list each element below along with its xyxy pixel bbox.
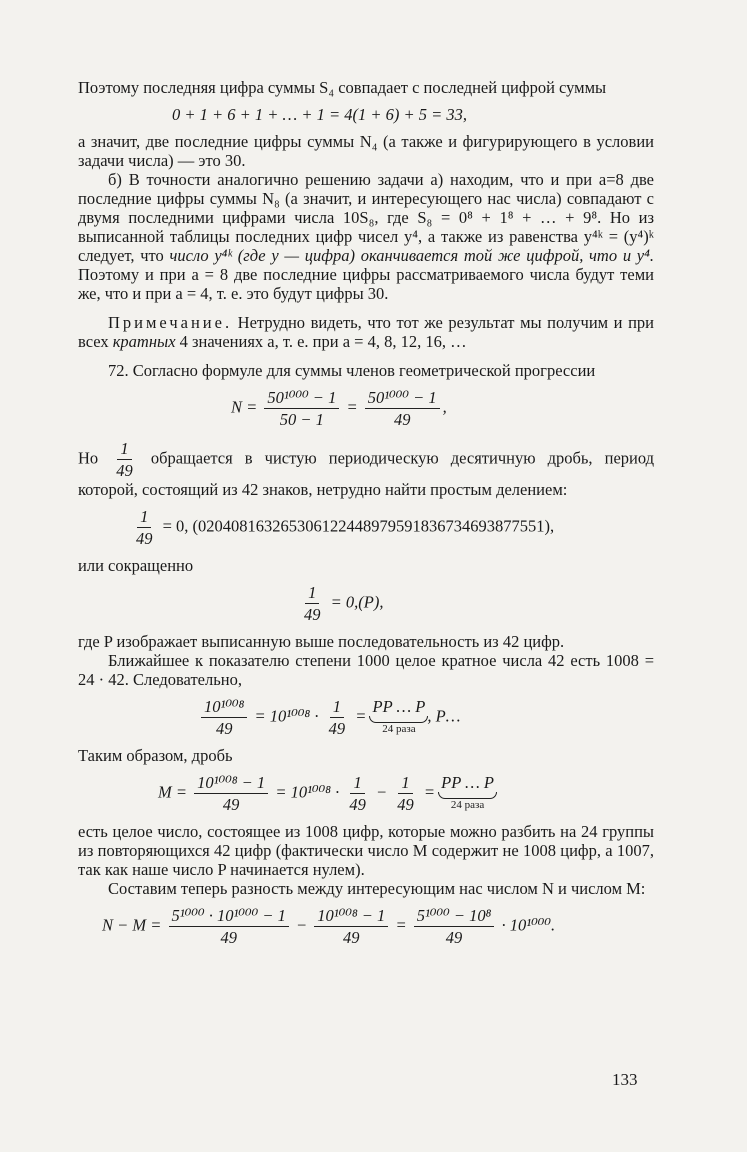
p6-num: 1: [117, 439, 131, 460]
paragraph-3-italic: число y⁴ᵏ (где y — цифра) оканчивается той же цифрой, что и y⁴.: [169, 246, 654, 265]
paragraph-2: а значит, две последние цифры суммы N₄ (а также и фигурирующего в условии задачи числа) — это 30.: [78, 132, 654, 170]
f6-frac-1: [194, 773, 268, 814]
f6-num2: 1: [350, 773, 364, 794]
f6-frac-2: [346, 773, 369, 814]
f7-num1: 5¹⁰⁰⁰ · 10¹⁰⁰⁰ − 1: [169, 906, 289, 927]
p6-lead: Но: [78, 448, 99, 468]
f7-den2: 49: [343, 928, 360, 947]
note-italic: кратных: [112, 332, 176, 351]
f6-mid: = 10¹⁰⁰⁸ ·: [275, 782, 340, 802]
f4-frac: [301, 583, 324, 624]
f7-num2: 10¹⁰⁰⁸ − 1: [314, 906, 388, 927]
note-paragraph: [78, 313, 654, 351]
f6-brace-curl: [438, 792, 497, 799]
f2-tail: ,: [442, 397, 447, 417]
f5-brace-curl: [369, 716, 428, 723]
paragraph-6: [78, 439, 654, 499]
f7-frac-2: [314, 906, 388, 947]
f5-tail: , P…: [427, 706, 461, 726]
f7-frac-1: [169, 906, 289, 947]
f4-den: 49: [304, 605, 321, 624]
formula-N-minus-M: [102, 906, 654, 947]
f6-frac-3: [394, 773, 417, 814]
f6-num1: 10¹⁰⁰⁸ − 1: [194, 773, 268, 794]
f2-den1: 50 − 1: [279, 410, 324, 429]
f3-frac: [133, 507, 156, 548]
f6-den2: 49: [349, 795, 366, 814]
f6-lhs: M =: [158, 782, 188, 802]
f2-eq: =: [346, 397, 358, 417]
f5-underbrace: [370, 697, 427, 735]
f3-den: 49: [136, 529, 153, 548]
p6-frac: [113, 439, 136, 480]
f2-num2: 50¹⁰⁰⁰ − 1: [365, 388, 440, 409]
paragraph-9: Ближайшее к показателю степени 1000 целое кратное числа 42 есть 1008 = 24 · 42. Следовательно,: [78, 651, 654, 689]
f5-brace-caption: 24 раза: [382, 723, 416, 735]
f6-minus: −: [375, 782, 388, 802]
f5-den1: 49: [215, 719, 233, 738]
paragraph-1: Поэтому последняя цифра суммы S₄ совпадает с последней цифрой суммы: [78, 78, 607, 97]
f6-underbrace: [439, 773, 496, 811]
paragraph-3-tail: Поэтому и при a = 8 две последние цифры рассматриваемого числа будут теми же, что и при a = 4, т. е. это будут цифры 30.: [78, 265, 654, 303]
paragraph-10: Таким образом, дробь: [78, 746, 233, 765]
page-number: 133: [612, 1070, 638, 1089]
formula-M: [158, 773, 654, 814]
f7-den1: 49: [220, 928, 237, 947]
f2-den2: 49: [393, 410, 411, 429]
f5-eq: =: [355, 706, 367, 726]
note-tail: 4 значениях a, т. е. при a = 4, 8, 12, 16, …: [175, 332, 467, 351]
paragraph-3-text: б) В точности аналогично решению задачи а) находим, что и при a=8 две последние цифры суммы N₈ (а значит, и интересующего нас числа) совпадают с двумя последними цифрами числа 10S₈, где S₈ = 0⁸ + 1⁸ + … + 9⁸. Но из выписанной таблицы последних цифр чисел y⁴, а также из равенства y⁴ᵏ = (y⁴)ᵏ следует, что: [78, 170, 654, 265]
f6-num3: 1: [398, 773, 412, 794]
f2-frac-1: [264, 388, 339, 429]
f7-den3: 49: [445, 928, 463, 947]
formula-period: [130, 507, 654, 548]
f7-num3: 5¹⁰⁰⁰ − 10⁸: [414, 906, 495, 927]
p6-den: 49: [116, 461, 133, 480]
f7-tail: · 10¹⁰⁰⁰.: [501, 915, 556, 935]
f6-den1: 49: [222, 795, 240, 814]
f5-den2: 49: [328, 719, 346, 738]
f6-brace-caption: 24 раза: [450, 799, 485, 811]
f5-brace-top: PP … P: [372, 697, 426, 716]
f3-num: 1: [137, 507, 151, 528]
f5-frac-2: [326, 697, 349, 738]
p6-text: обращается в чистую периодическую десятичную дробь, период которой, состоящий из 42 знаков, нетрудно найти простым делением:: [78, 448, 655, 499]
f7-frac-3: [414, 906, 495, 947]
f3-rhs: = 0, (020408163265306122448979591836734693877551),: [162, 516, 555, 536]
f5-mid: = 10¹⁰⁰⁸ ·: [254, 706, 319, 726]
f6-brace-top: PP … P: [441, 773, 495, 792]
problem-72: 72. Согласно формуле для суммы членов геометрической прогрессии: [108, 361, 596, 380]
f5-num1: 10¹⁰⁰⁸: [201, 697, 247, 718]
f2-frac-2: [365, 388, 440, 429]
note-label: Примечание.: [108, 313, 233, 332]
f2-lhs: N =: [231, 397, 258, 417]
formula-sum: 0 + 1 + 6 + 1 + … + 1 = 4(1 + 6) + 5 = 33,: [172, 105, 467, 124]
f7-eq: =: [395, 915, 407, 935]
f4-num: 1: [305, 583, 319, 604]
page-content: [78, 78, 654, 955]
f7-minus: −: [296, 915, 308, 935]
f7-lhs: N − M =: [102, 915, 162, 935]
f2-num1: 50¹⁰⁰⁰ − 1: [264, 388, 339, 409]
formula-power: [198, 697, 654, 738]
f6-den3: 49: [397, 795, 414, 814]
f6-eq: =: [423, 782, 436, 802]
note-text: Нетрудно видеть, что тот же результат мы получим и при всех: [78, 313, 654, 351]
f4-rhs: = 0,(P),: [330, 592, 384, 612]
f5-num2: 1: [330, 697, 344, 718]
formula-N: [231, 388, 654, 429]
paragraph-3: [78, 170, 654, 303]
paragraph-11: есть целое число, состоящее из 1008 цифр, которые можно разбить на 24 группы из повторяющихся 42 цифр (фактически число M содержит не 1008 цифр, а 1007, так как наше число P начинается нулем).: [78, 822, 654, 879]
paragraph-7: или сокращенно: [78, 556, 194, 575]
formula-short: [298, 583, 654, 624]
f5-frac-1: [201, 697, 247, 738]
paragraph-8: где P изображает выписанную выше последовательность из 42 цифр.: [78, 632, 565, 651]
paragraph-12: Составим теперь разность между интересующим нас числом N и числом M:: [108, 879, 646, 898]
